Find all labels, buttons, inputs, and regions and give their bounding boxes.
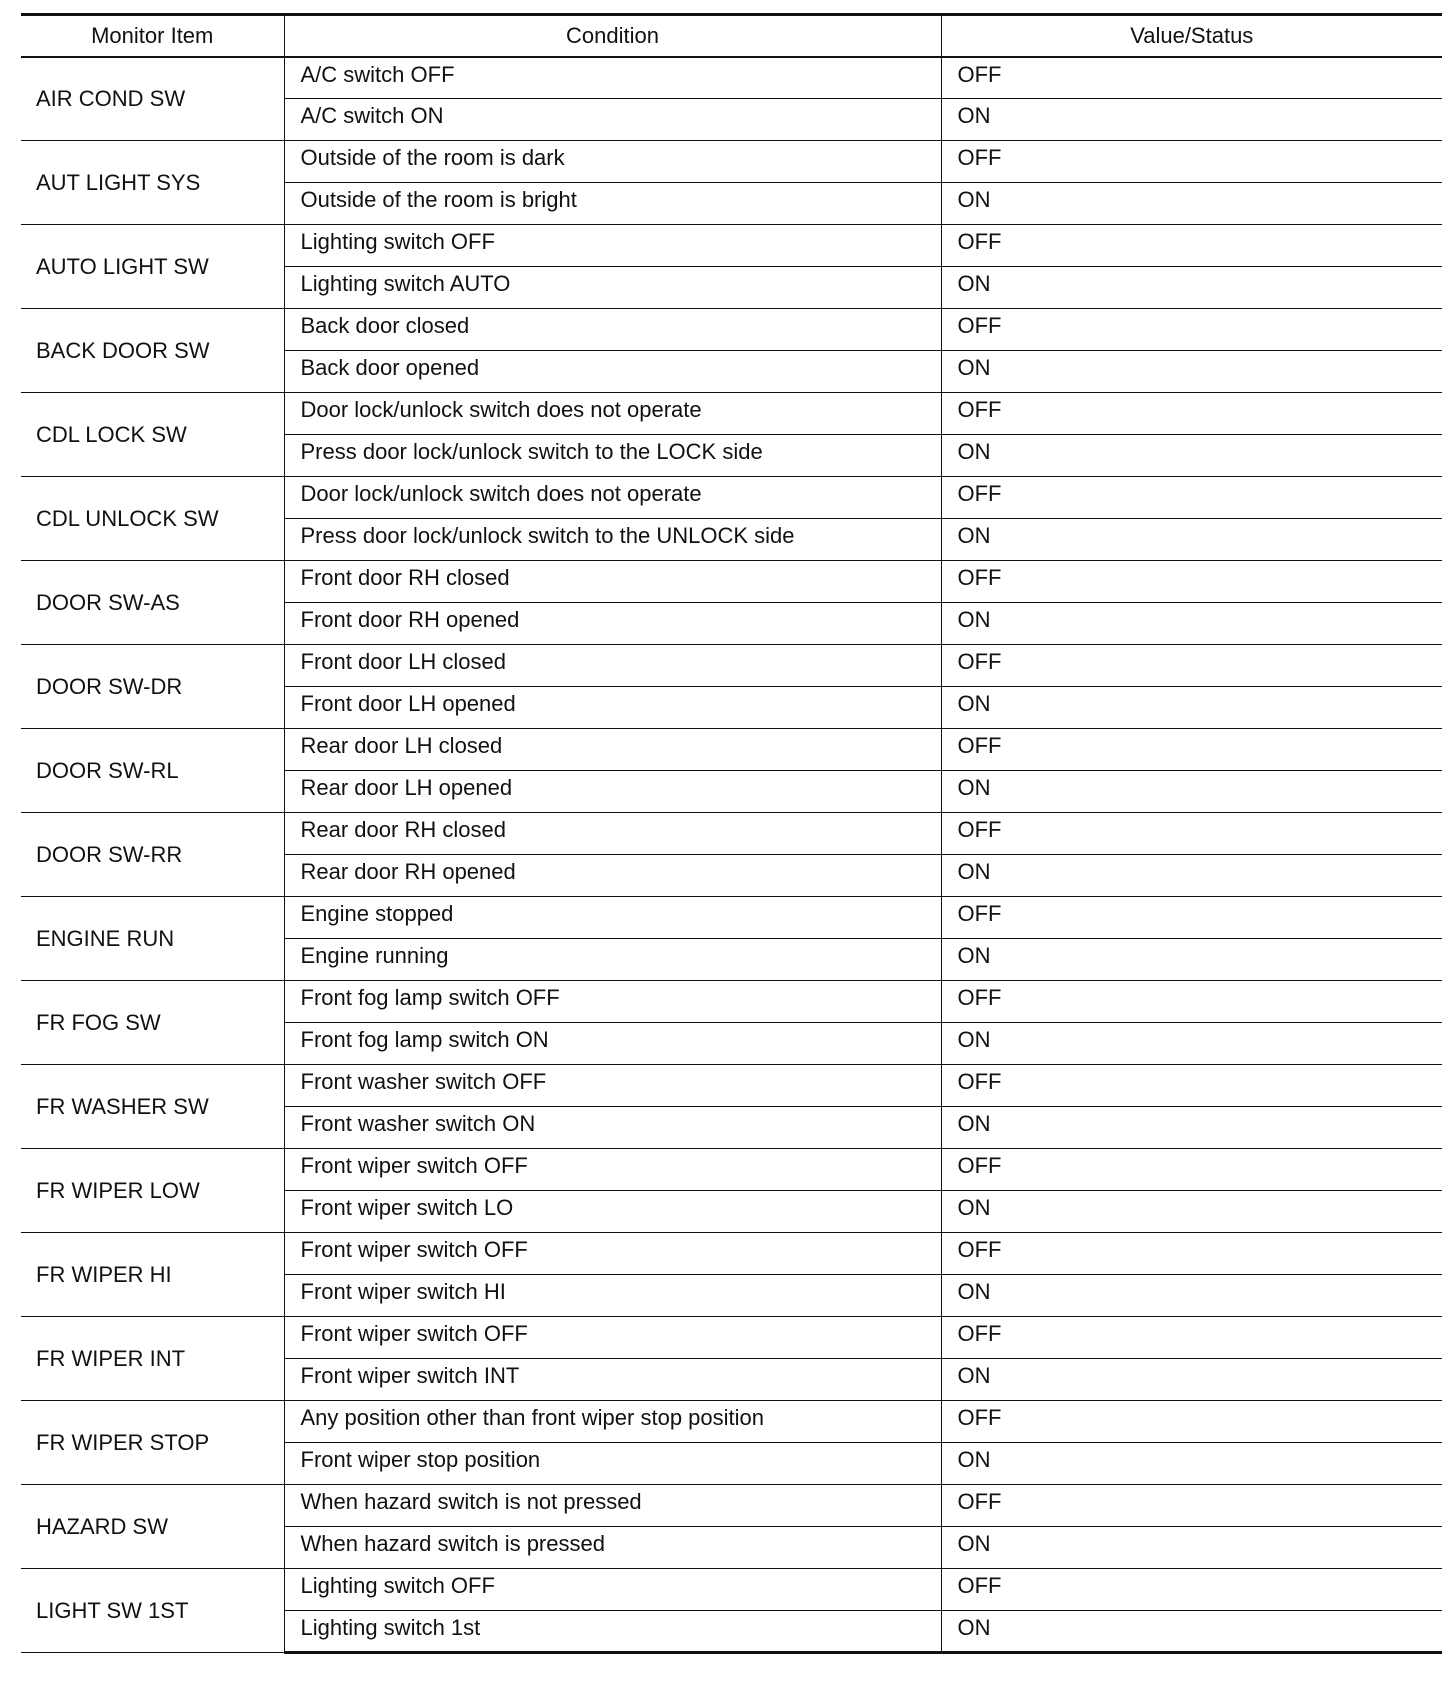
value-status-cell: OFF (941, 141, 1442, 183)
table-row (21, 981, 1442, 1023)
table-row (21, 309, 1442, 351)
monitor-item-cell: FR WASHER SW (21, 1065, 284, 1149)
value-status-cell: ON (941, 687, 1442, 729)
condition-cell: Front wiper switch OFF (284, 1149, 941, 1191)
condition-cell: Any position other than front wiper stop position (284, 1401, 941, 1443)
table-row (21, 897, 1442, 939)
table-row (21, 1401, 1442, 1443)
condition-cell: Lighting switch 1st (284, 1611, 941, 1653)
table-header (21, 15, 1442, 57)
monitor-item-cell: BACK DOOR SW (21, 309, 284, 393)
monitor-item-cell: ENGINE RUN (21, 897, 284, 981)
value-status-cell: OFF (941, 1233, 1442, 1275)
value-status-cell: OFF (941, 1065, 1442, 1107)
value-status-cell: ON (941, 183, 1442, 225)
value-status-cell: OFF (941, 393, 1442, 435)
value-status-cell: OFF (941, 1401, 1442, 1443)
table-row (21, 225, 1442, 267)
monitor-item-cell: FR WIPER INT (21, 1317, 284, 1401)
value-status-cell: ON (941, 1359, 1442, 1401)
value-status-cell: OFF (941, 813, 1442, 855)
condition-cell: Front wiper stop position (284, 1443, 941, 1485)
value-status-cell: ON (941, 1107, 1442, 1149)
monitor-item-cell: FR FOG SW (21, 981, 284, 1065)
value-status-cell: OFF (941, 477, 1442, 519)
monitor-item-cell: AUT LIGHT SYS (21, 141, 284, 225)
value-status-cell: ON (941, 519, 1442, 561)
monitor-item-cell: CDL UNLOCK SW (21, 477, 284, 561)
value-status-cell: OFF (941, 1485, 1442, 1527)
condition-cell: Lighting switch AUTO (284, 267, 941, 309)
table-row (21, 477, 1442, 519)
condition-cell: Engine stopped (284, 897, 941, 939)
monitor-item-cell: DOOR SW-DR (21, 645, 284, 729)
value-status-cell: OFF (941, 897, 1442, 939)
condition-cell: Front washer switch OFF (284, 1065, 941, 1107)
condition-cell: Front door LH closed (284, 645, 941, 687)
condition-cell: Rear door RH closed (284, 813, 941, 855)
value-status-cell: OFF (941, 225, 1442, 267)
condition-cell: Rear door LH closed (284, 729, 941, 771)
condition-cell: Front wiper switch INT (284, 1359, 941, 1401)
condition-cell: Rear door RH opened (284, 855, 941, 897)
condition-cell: Door lock/unlock switch does not operate (284, 477, 941, 519)
monitor-item-table (21, 13, 1442, 1654)
monitor-item-cell: AIR COND SW (21, 57, 284, 141)
value-status-cell: OFF (941, 1149, 1442, 1191)
condition-cell: Front wiper switch OFF (284, 1233, 941, 1275)
value-status-cell: ON (941, 1191, 1442, 1233)
condition-cell: When hazard switch is pressed (284, 1527, 941, 1569)
value-status-cell: ON (941, 1443, 1442, 1485)
table-body (21, 57, 1442, 1653)
monitor-item-cell: FR WIPER HI (21, 1233, 284, 1317)
value-status-cell: ON (941, 603, 1442, 645)
table-row (21, 1149, 1442, 1191)
monitor-item-cell: CDL LOCK SW (21, 393, 284, 477)
value-status-cell: ON (941, 99, 1442, 141)
monitor-item-cell: DOOR SW-RL (21, 729, 284, 813)
header-condition: Condition (284, 15, 941, 57)
condition-cell: A/C switch ON (284, 99, 941, 141)
condition-cell: Front fog lamp switch ON (284, 1023, 941, 1065)
monitor-item-cell: LIGHT SW 1ST (21, 1569, 284, 1653)
monitor-item-cell: DOOR SW-AS (21, 561, 284, 645)
condition-cell: Rear door LH opened (284, 771, 941, 813)
header-monitor-item: Monitor Item (21, 15, 284, 57)
value-status-cell: ON (941, 351, 1442, 393)
header-value-status: Value/Status (941, 15, 1442, 57)
table-row (21, 1317, 1442, 1359)
condition-cell: Back door opened (284, 351, 941, 393)
condition-cell: Front wiper switch LO (284, 1191, 941, 1233)
value-status-cell: ON (941, 267, 1442, 309)
condition-cell: Front fog lamp switch OFF (284, 981, 941, 1023)
table-row (21, 561, 1442, 603)
table-row (21, 1233, 1442, 1275)
table-row (21, 1065, 1442, 1107)
condition-cell: Press door lock/unlock switch to the UNLOCK side (284, 519, 941, 561)
monitor-item-cell: DOOR SW-RR (21, 813, 284, 897)
condition-cell: Door lock/unlock switch does not operate (284, 393, 941, 435)
condition-cell: Lighting switch OFF (284, 225, 941, 267)
table-row (21, 1485, 1442, 1527)
header-row (21, 15, 1442, 57)
table-row (21, 645, 1442, 687)
table-row (21, 57, 1442, 99)
condition-cell: Lighting switch OFF (284, 1569, 941, 1611)
value-status-cell: ON (941, 771, 1442, 813)
value-status-cell: OFF (941, 57, 1442, 99)
value-status-cell: OFF (941, 309, 1442, 351)
condition-cell: Front door LH opened (284, 687, 941, 729)
condition-cell: A/C switch OFF (284, 57, 941, 99)
value-status-cell: ON (941, 1611, 1442, 1653)
monitor-item-cell: FR WIPER LOW (21, 1149, 284, 1233)
table-row (21, 729, 1442, 771)
condition-cell: When hazard switch is not pressed (284, 1485, 941, 1527)
condition-cell: Front door RH opened (284, 603, 941, 645)
condition-cell: Engine running (284, 939, 941, 981)
value-status-cell: ON (941, 435, 1442, 477)
table-row (21, 1569, 1442, 1611)
value-status-cell: OFF (941, 1317, 1442, 1359)
value-status-cell: ON (941, 1527, 1442, 1569)
monitor-item-cell: HAZARD SW (21, 1485, 284, 1569)
table-row (21, 141, 1442, 183)
condition-cell: Front wiper switch OFF (284, 1317, 941, 1359)
value-status-cell: ON (941, 855, 1442, 897)
condition-cell: Outside of the room is dark (284, 141, 941, 183)
value-status-cell: ON (941, 1023, 1442, 1065)
monitor-item-cell: AUTO LIGHT SW (21, 225, 284, 309)
condition-cell: Front door RH closed (284, 561, 941, 603)
value-status-cell: OFF (941, 561, 1442, 603)
condition-cell: Front wiper switch HI (284, 1275, 941, 1317)
value-status-cell: OFF (941, 645, 1442, 687)
table-row (21, 393, 1442, 435)
value-status-cell: ON (941, 939, 1442, 981)
condition-cell: Press door lock/unlock switch to the LOCK side (284, 435, 941, 477)
monitor-item-cell: FR WIPER STOP (21, 1401, 284, 1485)
value-status-cell: OFF (941, 981, 1442, 1023)
value-status-cell: OFF (941, 729, 1442, 771)
condition-cell: Front washer switch ON (284, 1107, 941, 1149)
table-row (21, 813, 1442, 855)
condition-cell: Back door closed (284, 309, 941, 351)
value-status-cell: ON (941, 1275, 1442, 1317)
value-status-cell: OFF (941, 1569, 1442, 1611)
condition-cell: Outside of the room is bright (284, 183, 941, 225)
